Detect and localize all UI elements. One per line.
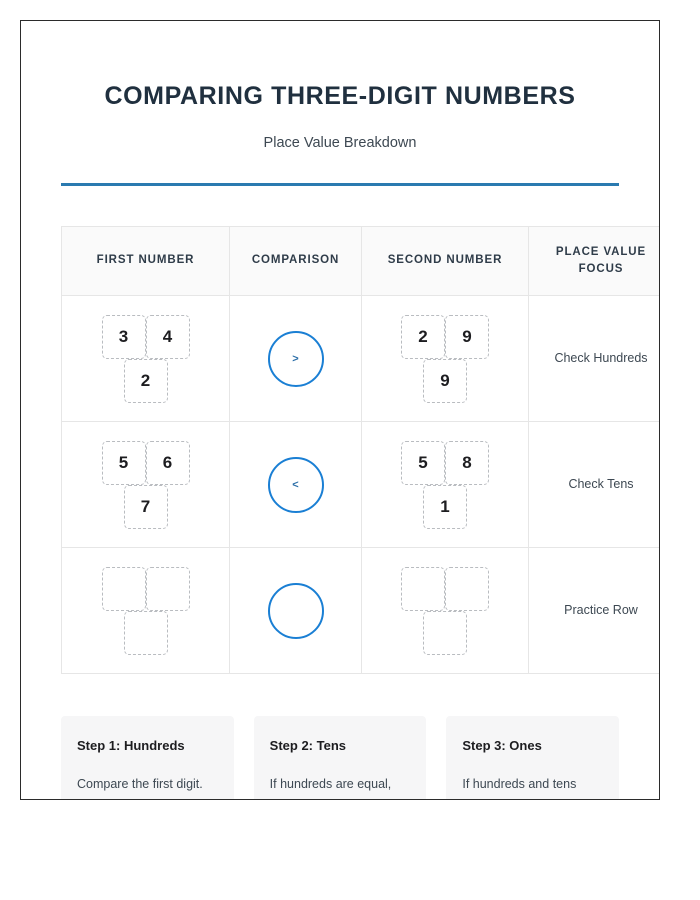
digit-box[interactable] [401, 567, 445, 611]
step-title: Step 3: Ones [462, 738, 542, 753]
digit-box[interactable] [102, 567, 146, 611]
focus-label: Check Hundreds [554, 351, 648, 366]
digit-box[interactable]: 2 [401, 315, 445, 359]
worksheet-page [20, 20, 660, 800]
cell-first-number [62, 422, 230, 548]
digit-box[interactable]: 4 [146, 315, 190, 359]
place-value-table [61, 226, 660, 674]
digit-box[interactable]: 3 [102, 315, 146, 359]
step-body: Compare the first digit. [77, 777, 203, 791]
cell-first-number [62, 548, 230, 674]
digit-box[interactable] [124, 611, 168, 655]
worksheet-content [21, 21, 659, 799]
step-title: Step 1: Hundreds [77, 738, 185, 753]
digit-group-first [97, 567, 194, 655]
step-card-2 [254, 716, 427, 800]
digit-box[interactable]: 5 [401, 441, 445, 485]
step-title: Step 2: Tens [269, 738, 347, 753]
table-header [62, 227, 661, 296]
cell-second-number [362, 548, 529, 674]
cell-place-value-focus [529, 548, 661, 674]
table-body [62, 296, 661, 674]
step-body: If hundreds and tens [462, 777, 577, 791]
cell-second-number [362, 296, 529, 422]
cell-comparison [230, 548, 362, 674]
step-card-3 [446, 716, 619, 800]
digit-group-first [97, 441, 194, 529]
digit-group-second [397, 315, 494, 403]
page-subtitle: Place Value Breakdown [263, 135, 417, 151]
digit-box[interactable]: 8 [445, 441, 489, 485]
cell-place-value-focus [529, 296, 661, 422]
digit-box[interactable]: 2 [124, 359, 168, 403]
digit-group-second [397, 567, 494, 655]
focus-label: Practice Row [564, 603, 638, 618]
digit-box[interactable]: 9 [423, 359, 467, 403]
cell-comparison [230, 296, 362, 422]
comparison-circle[interactable]: < [268, 457, 324, 513]
digit-group-second [397, 441, 494, 529]
column-header-second-number: SECOND NUMBER [362, 227, 529, 296]
digit-box[interactable] [423, 611, 467, 655]
step-body: If hundreds are equal, [269, 777, 392, 791]
column-header-comparison: COMPARISON [230, 227, 362, 296]
column-header-first-number: FIRST NUMBER [62, 227, 230, 296]
table-row [62, 296, 661, 422]
digit-box[interactable] [445, 567, 489, 611]
column-header-place-value-focus: PLACE VALUE FOCUS [529, 227, 661, 296]
page-title: COMPARING THREE-DIGIT NUMBERS [104, 82, 576, 110]
cell-comparison [230, 422, 362, 548]
digit-box[interactable]: 7 [124, 485, 168, 529]
digit-group-first [97, 315, 194, 403]
digit-box[interactable]: 6 [146, 441, 190, 485]
cell-place-value-focus [529, 422, 661, 548]
digit-box[interactable]: 5 [102, 441, 146, 485]
cell-first-number [62, 296, 230, 422]
step-card-1 [61, 716, 234, 800]
digit-box[interactable] [146, 567, 190, 611]
digit-box[interactable]: 9 [445, 315, 489, 359]
table-row [62, 422, 661, 548]
comparison-circle[interactable] [268, 583, 324, 639]
accent-divider [61, 183, 619, 186]
table-header-row [62, 227, 661, 296]
cell-second-number [362, 422, 529, 548]
digit-box[interactable]: 1 [423, 485, 467, 529]
steps-container [61, 716, 619, 800]
focus-label: Check Tens [568, 477, 634, 492]
comparison-circle[interactable]: > [268, 331, 324, 387]
table-row [62, 548, 661, 674]
